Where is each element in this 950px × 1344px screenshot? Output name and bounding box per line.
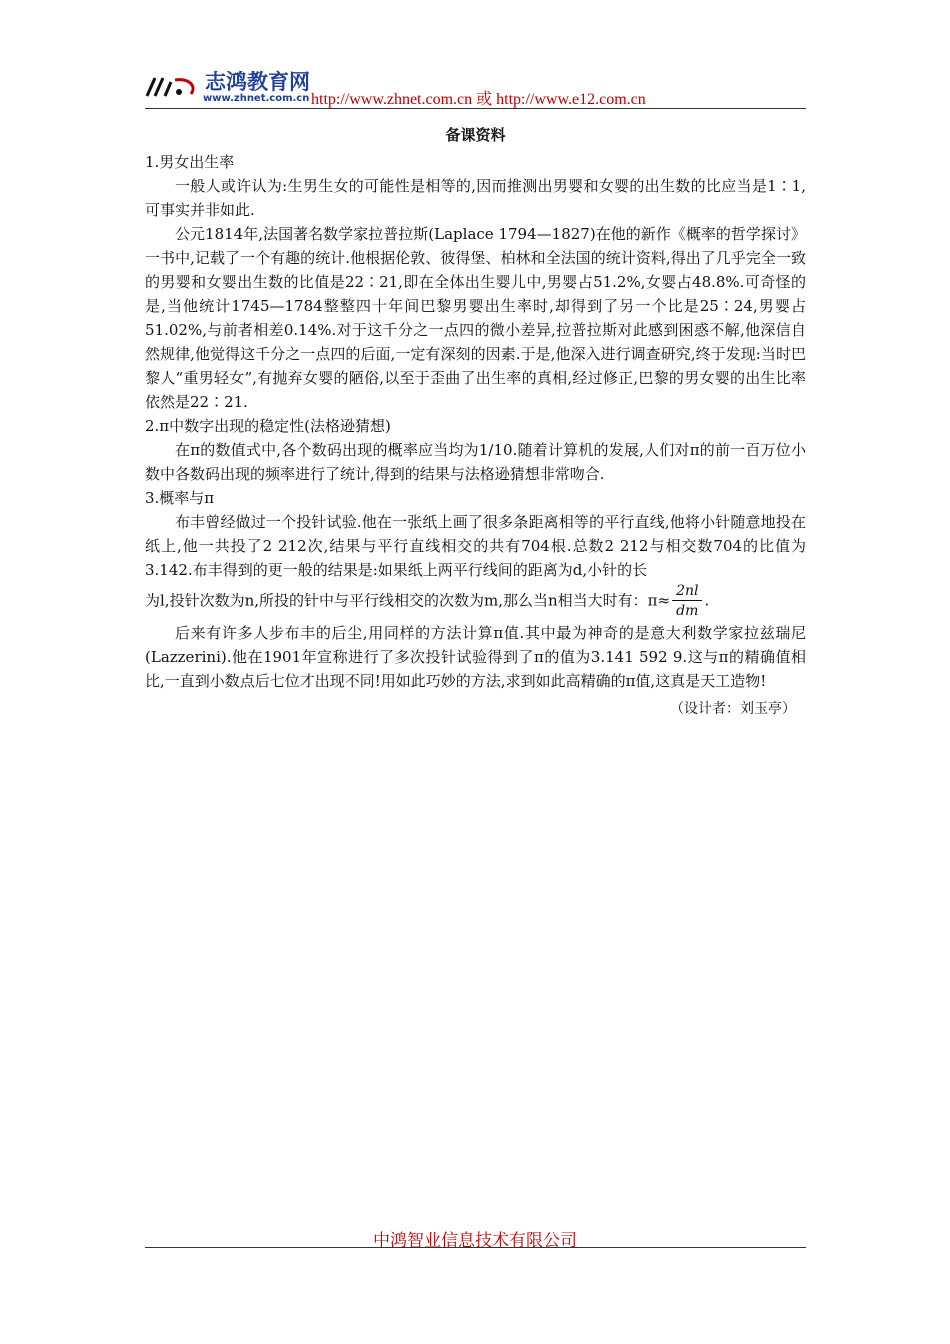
designer-credit: （设计者：刘玉亭） bbox=[670, 701, 796, 717]
document-body bbox=[145, 120, 806, 721]
section-3-paragraph-2: 后来有许多人步布丰的后尘,用同样的方法计算π值.其中最为神奇的是意大利数学家拉兹瑞尼(Lazzerini).他在1901年宣称进行了多次投针试验得到了π的值为3.141 592 9.这与π的精确值相比,一直到小数点后七位才出现不同!用如此巧妙的方法,求到如此高精确的π值,这真是天工造物! bbox=[145, 624, 806, 690]
header-links[interactable]: http://www.zhnet.com.cn 或 http://www.e12.com.cn bbox=[311, 91, 646, 108]
logo-url: www.zhnet.com.cn bbox=[203, 93, 310, 104]
header-divider bbox=[145, 108, 806, 109]
section-3-formula-line bbox=[145, 582, 806, 621]
section-1-paragraph-2: 公元1814年,法国著名数学家拉普拉斯(Laplace 1794—1827)在他的新作《概率的哲学探讨》一书中,记载了一个有趣的统计.他根据伦敦、彼得堡、柏林和全法国的统计资料,得出了几乎完全一致的男婴和女婴出生数的比值是22∶21,即在全体出生婴儿中,男婴占51.2%,女婴占48.8%.可奇怪的是,当他统计1745—1784整整四十年间巴黎男婴出生率时,却得到了另一个比是25∶24,男婴占51.02%,与前者相差0.14%.对于这千分之一点四的微小差异,拉普拉斯对此感到困惑不解,他深信自然规律,他觉得这千分之一点四的后面,一定有深刻的因素.于是,他深入进行调查研究,终于发现:当时巴黎人“重男轻女”,有抛弃女婴的陋俗,以至于歪曲了出生率的真相,经过修正,巴黎的男女婴的出生比率依然是22∶21. bbox=[145, 225, 806, 411]
formula-end: . bbox=[704, 591, 710, 610]
formula-lead-text: 为l,投针次数为n,所投的针中与平行线相交的次数为m,那么当n相当大时有：π≈ bbox=[145, 591, 671, 610]
section-heading-1: 1.男女出生率 bbox=[145, 153, 235, 171]
footer-divider bbox=[145, 1247, 806, 1248]
pi-formula bbox=[672, 582, 702, 621]
page-header bbox=[145, 62, 806, 110]
logo-mark-icon bbox=[145, 72, 203, 100]
section-heading-2: 2.π中数字出现的稳定性(法格逊猜想) bbox=[145, 417, 391, 435]
formula-numerator: 2nl bbox=[672, 582, 702, 601]
section-3-paragraph-1: 布丰曾经做过一个投针试验.他在一张纸上画了很多条距离相等的平行直线,他将小针随意地投在纸上,他一共投了2 212次,结果与平行直线相交的共有704根.总数2 212与相交数704的比值为3.142.布丰得到的更一般的结果是:如果纸上两平行线间的距离为d,小针的长 bbox=[145, 513, 806, 579]
footer-company: 中鸿智业信息技术有限公司 bbox=[373, 1231, 577, 1251]
formula-denominator: dm bbox=[676, 603, 699, 619]
document-title: 备课资料 bbox=[445, 126, 506, 144]
logo-text: 志鸿教育网 bbox=[205, 70, 310, 94]
section-2-paragraph-1: 在π的数值式中,各个数码出现的概率应当均为1/10.随着计算机的发展,人们对π的前一百万位小数中各数码出现的频率进行了统计,得到的结果与法格逊猜想非常吻合. bbox=[145, 441, 806, 483]
section-heading-3: 3.概率与π bbox=[145, 489, 215, 507]
site-logo[interactable] bbox=[145, 66, 315, 106]
section-1-paragraph-1: 一般人或许认为:生男生女的可能性是相等的,因而推测出男婴和女婴的出生数的比应当是1∶1,可事实并非如此. bbox=[145, 177, 806, 219]
